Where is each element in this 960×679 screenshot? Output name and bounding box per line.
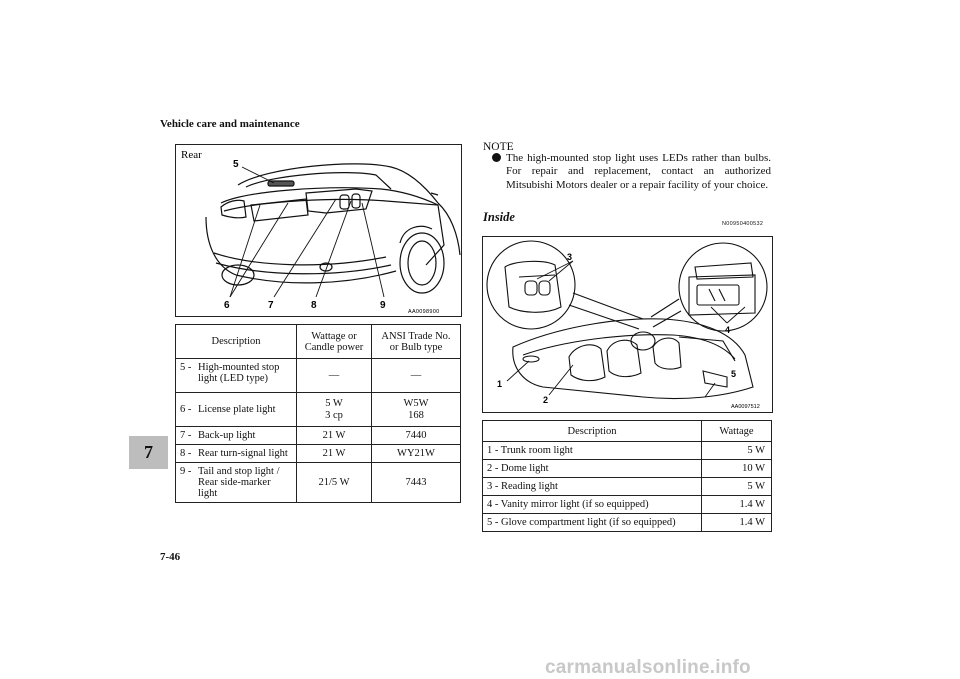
rear-bulb-table (175, 324, 461, 503)
table-row: 5 - Glove compartment light (if so equipped) 1.4 W (483, 514, 772, 532)
callout-9: 9 (380, 300, 386, 311)
table-row: 5 - High-mounted stop light (LED type) — — (176, 359, 461, 393)
rear-figure (175, 144, 462, 317)
callout-7: 7 (268, 300, 274, 311)
callout-2: 2 (543, 395, 549, 405)
note-title: NOTE (483, 141, 514, 153)
page-number: 7-46 (160, 551, 181, 563)
col-wattage: Wattage or Candle power (297, 325, 372, 359)
section-header: Vehicle care and maintenance (160, 118, 300, 130)
callout-4: 4 (725, 325, 731, 335)
inside-bulb-table (482, 420, 772, 532)
table-row: 7 - Back-up light 21 W 7440 (176, 427, 461, 445)
callout-6: 6 (224, 300, 230, 311)
bullet-icon (492, 153, 501, 162)
col-description: Description (176, 325, 297, 359)
rear-figure-label: Rear (181, 149, 202, 161)
interior-illustration (483, 237, 772, 412)
section-title-inside: Inside (483, 210, 515, 224)
table-row: 3 - Reading light 5 W (483, 478, 772, 496)
table-row: 6 - License plate light 5 W 3 cp W5W 168 (176, 393, 461, 427)
note-body (492, 152, 771, 192)
col-description: Description (483, 421, 702, 442)
col-bulb: ANSI Trade No. or Bulb type (372, 325, 461, 359)
section-code: N00950400532 (722, 221, 764, 227)
watermark: carmanualsonline.info (545, 657, 751, 678)
table-row: 8 - Rear turn-signal light 21 W WY21W (176, 445, 461, 463)
inside-figure-code: AA0097512 (731, 404, 760, 410)
note-text: The high-mounted stop light uses LEDs rather than bulbs. For repair and replacement, contact an authorized Mitsubishi Motors dealer or a repair facility of your choice. (506, 152, 771, 191)
table-row: 1 - Trunk room light 5 W (483, 442, 772, 460)
chapter-tab: 7 (129, 436, 168, 469)
col-wattage: Wattage (702, 421, 772, 442)
callout-5: 5 (233, 159, 239, 170)
callout-1: 1 (497, 379, 503, 389)
table-row: 2 - Dome light 10 W (483, 460, 772, 478)
rear-figure-code: AA0098900 (408, 309, 440, 315)
callout-8: 8 (311, 300, 317, 311)
rear-car-illustration (176, 145, 461, 316)
callout-3: 3 (567, 252, 573, 262)
table-row: 9 - Tail and stop light / Rear side-marker light 21/5 W 7443 (176, 463, 461, 503)
callout-5: 5 (731, 369, 737, 379)
table-row: 4 - Vanity mirror light (if so equipped) 1.4 W (483, 496, 772, 514)
inside-figure (482, 236, 773, 413)
